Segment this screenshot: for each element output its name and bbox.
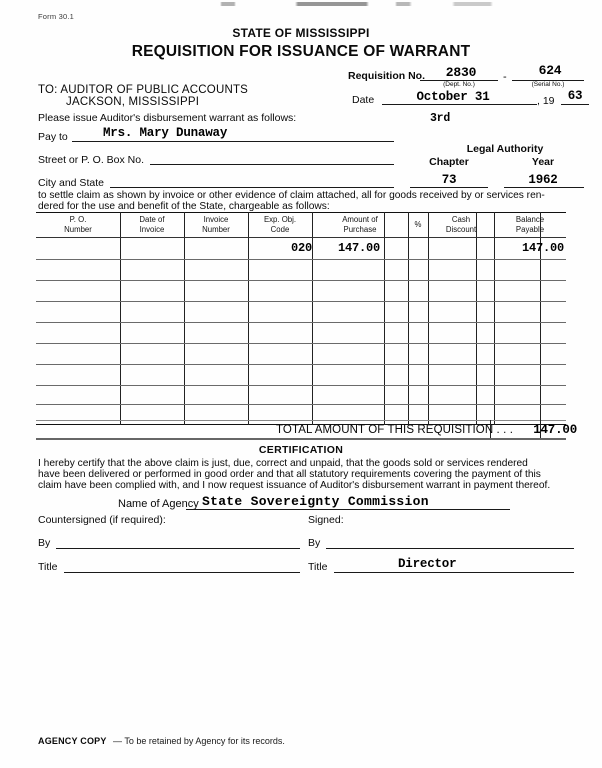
table-header-amount-of-purchase-line1: Amount of (342, 215, 378, 224)
certification-heading: CERTIFICATION (258, 444, 344, 456)
table-header-cash-discount-line2: Discount (445, 224, 477, 234)
table-header-po-number (36, 215, 120, 234)
requisition-number-label: Requisition No. (348, 70, 425, 82)
total-row-top-rule (36, 420, 566, 421)
table-row-sep-6 (36, 364, 566, 365)
table-header-invoice-number-line1: Invoice (203, 215, 229, 224)
title-label-right: Title (308, 561, 328, 573)
table-header-percent-line1: % (414, 220, 422, 229)
certification-line-3: claim have been complied with, and I now request issuance of Auditor's disbursement warrant in payment thereof. (38, 480, 551, 491)
agency-name-value: State Sovereignty Commission (202, 494, 429, 509)
table-row-sep-2 (36, 280, 566, 281)
countersigned-label: Countersigned (if required): (38, 514, 166, 526)
table-header-amount-of-purchase-line2: Purchase (343, 224, 377, 234)
table-header-cash-discount (428, 215, 494, 234)
date-year-prefix: , 19 (537, 95, 555, 107)
settlement-text-line-2: dered for the use and benefit of the State, chargeable as follows: (38, 201, 330, 212)
pay-to-rule (72, 141, 394, 142)
table-header-date-of-invoice (120, 215, 184, 234)
table-header-invoice-number-line2: Number (202, 224, 230, 234)
table-header-exp-obj-code (248, 215, 312, 234)
title-label-left: Title (38, 561, 58, 573)
total-row-bottom-rule (36, 438, 566, 440)
table-row: 020 (290, 241, 312, 255)
date-value: October 31 (416, 90, 490, 104)
table-col-sep-2 (184, 212, 185, 425)
table-row: 147.00 (337, 241, 380, 255)
table-header-balance-payable (494, 215, 566, 234)
table-col-sep-1 (120, 212, 121, 425)
state-title: STATE OF MISSISSIPPI (232, 26, 370, 40)
legal-authority-chapter-value: 73 (441, 173, 457, 187)
by-rule-right (326, 548, 574, 549)
table-header-po-number-line1: P. O. (69, 215, 87, 224)
table-row-sep-8 (36, 404, 566, 405)
table-header-date-of-invoice-line1: Date of (139, 215, 165, 224)
agency-name-rule (186, 509, 510, 510)
legal-authority-year-label: Year (531, 156, 555, 168)
page-title: REQUISITION FOR ISSUANCE OF WARRANT (131, 43, 471, 60)
title-value-right: Director (398, 557, 457, 571)
date-rule (382, 104, 537, 105)
addressee-line-2: JACKSON, MISSISSIPPI (66, 96, 200, 108)
requisition-dept-number-value: 2830 (445, 65, 477, 80)
certification-line-2: have been delivered or performed in good order and that all statutory requirements covering the payment of this (38, 469, 541, 480)
footer-copy-note: — To be retained by Agency for its records. (113, 736, 285, 746)
table-header-exp-obj-code-line2: Code (270, 224, 290, 234)
table-header-po-number-line2: Number (64, 224, 92, 234)
street-rule (150, 164, 394, 165)
footer-copy-label: AGENCY COPY (38, 736, 107, 746)
by-rule-left (56, 548, 300, 549)
table-col-sep-cents-2 (476, 212, 477, 425)
legal-authority-chapter-label: Chapter (429, 156, 469, 168)
table-row: 147.00 (521, 241, 564, 255)
date-label: Date (352, 94, 375, 106)
table-header-percent (408, 220, 428, 230)
table-header-separator (36, 237, 566, 238)
table-header-amount-of-purchase (312, 215, 408, 234)
table-row-sep-3 (36, 301, 566, 302)
legal-authority-chapter-rule (410, 187, 488, 188)
table-header-invoice-number (184, 215, 248, 234)
city-state-label: City and State (38, 177, 104, 189)
addressee-line-1: TO: AUDITOR OF PUBLIC ACCOUNTS (38, 84, 249, 96)
requisition-dash: - (503, 71, 507, 83)
requisition-serial-number-value: 624 (538, 63, 562, 78)
by-label-left: By (38, 537, 51, 549)
instruction-text: Please issue Auditor's disbursement warrant as follows: (38, 112, 297, 124)
table-col-sep-cents-1 (384, 212, 385, 425)
table-row-sep-7 (36, 385, 566, 386)
title-rule-left (64, 572, 300, 573)
total-amount-label: TOTAL AMOUNT OF THIS REQUISITION . . . (276, 424, 514, 436)
table-header-exp-obj-code-line1: Exp. Obj. (263, 215, 297, 224)
table-top-border (36, 212, 566, 213)
table-col-sep-5 (408, 212, 409, 425)
date-year-rule (561, 104, 589, 105)
table-header-balance-payable-line2: Payable (515, 224, 545, 234)
serial-number-caption: (Serial No.) (531, 81, 565, 88)
requisition-items-table (36, 212, 566, 425)
legal-authority-heading: Legal Authority (466, 143, 544, 155)
table-header-balance-payable-line1: Balance (515, 215, 545, 224)
signed-label: Signed: (308, 514, 344, 526)
agency-name-label: Name of Agency (118, 498, 199, 510)
table-col-sep-percent (428, 212, 429, 425)
total-amount-value: 147.00 (533, 423, 577, 437)
pay-to-value: Mrs. Mary Dunaway (103, 126, 228, 140)
street-label: Street or P. O. Box No. (38, 154, 145, 166)
by-label-right: By (308, 537, 321, 549)
legal-authority-year-value: 1962 (528, 173, 558, 187)
scan-edge-artifact (190, 2, 590, 6)
table-row-sep-4 (36, 322, 566, 323)
city-state-rule (110, 187, 394, 188)
form-number: Form 30.1 (38, 12, 74, 21)
date-year-value: 63 (567, 89, 583, 103)
table-header-cash-discount-line1: Cash (451, 215, 471, 224)
table-row-sep-5 (36, 343, 566, 344)
dept-number-caption: (Dept. No.) (443, 81, 475, 88)
certification-line-1: I hereby certify that the above claim is just, due, correct and unpaid, that the goods sold or services rendered (38, 458, 528, 469)
pay-to-label: Pay to (38, 131, 68, 143)
settlement-text-line-1: to settle claim as shown by invoice or other evidence of claim attached, all for goods received by or services ren- (38, 190, 545, 201)
table-header-date-of-invoice-line2: Invoice (139, 224, 165, 234)
requisition-extra-note: 3rd (429, 112, 451, 125)
table-row-sep-1 (36, 259, 566, 260)
legal-authority-year-rule (504, 187, 584, 188)
title-rule-right (334, 572, 574, 573)
